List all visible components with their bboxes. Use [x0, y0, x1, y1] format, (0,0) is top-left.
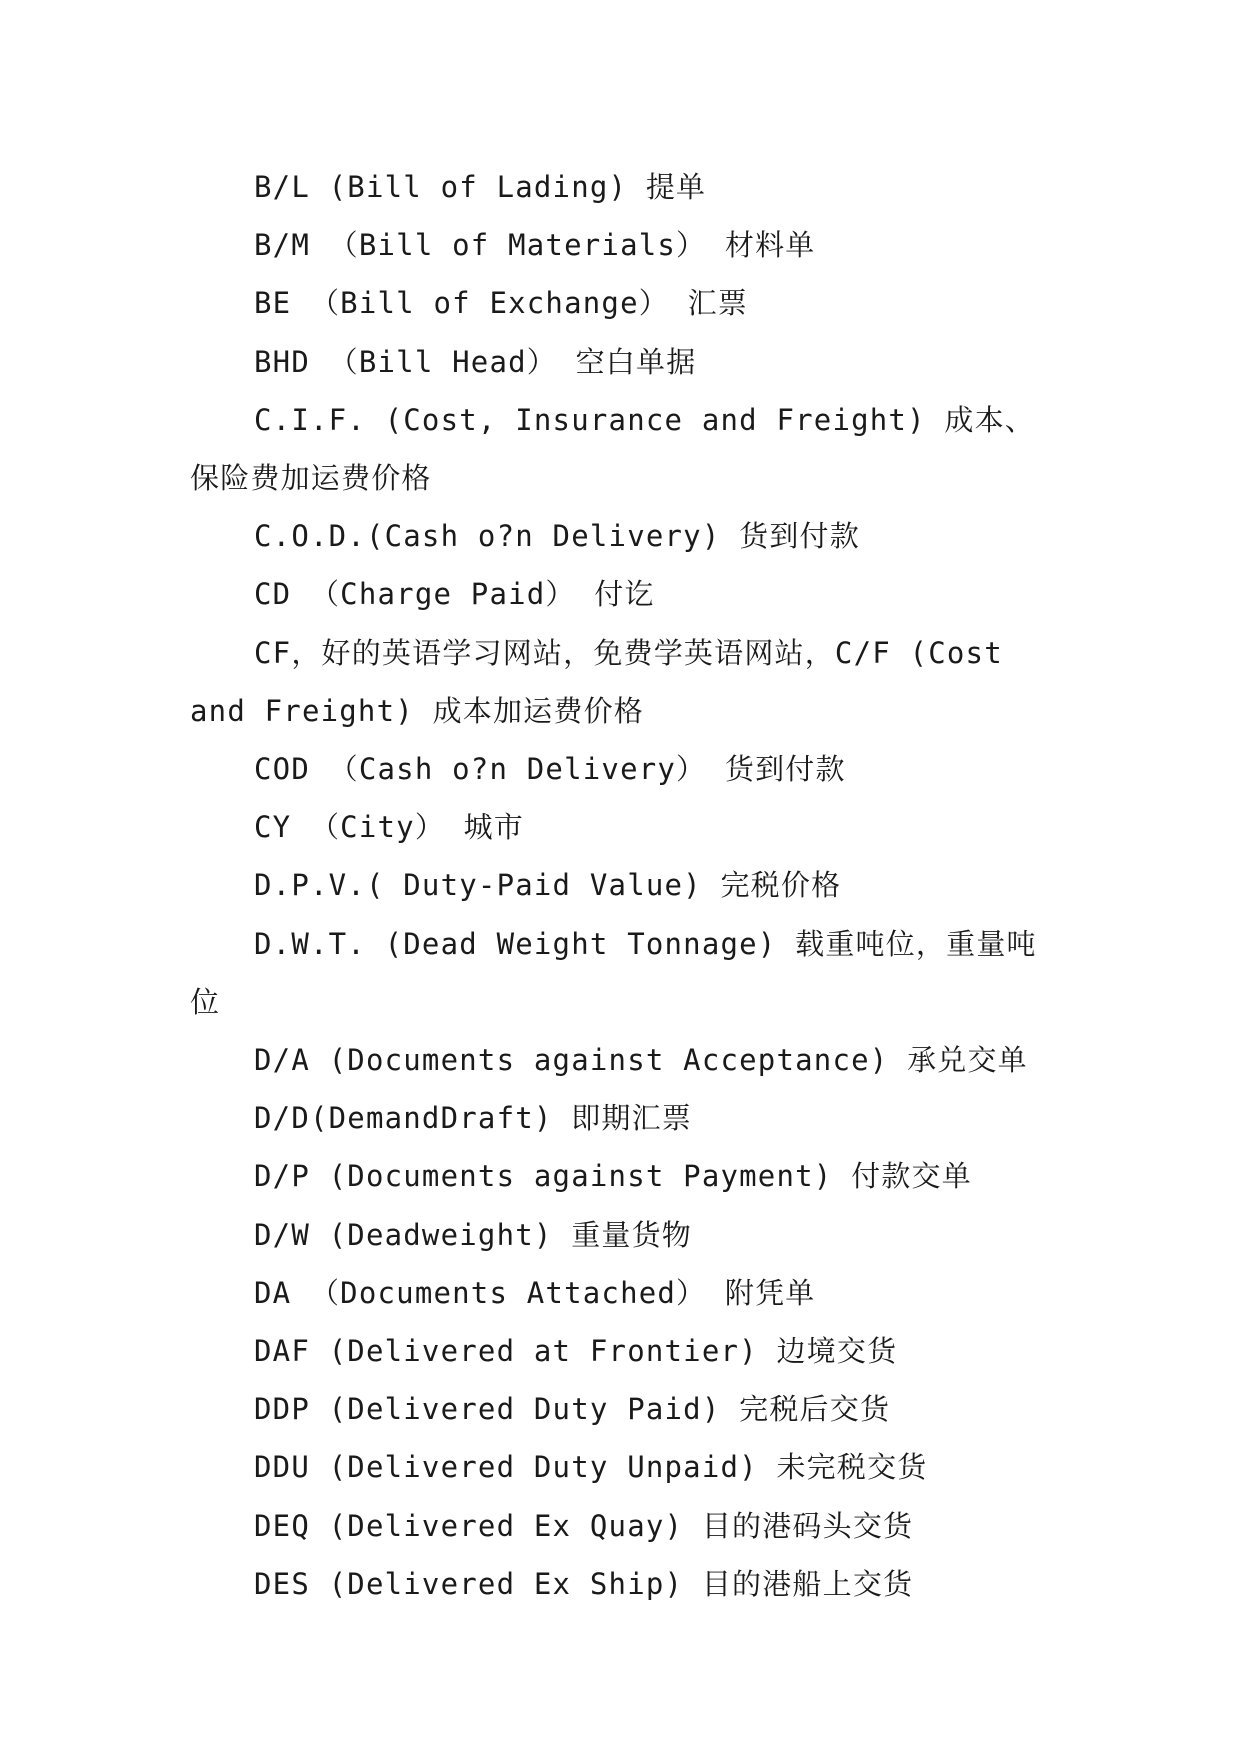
- glossary-entry-bl: B/L (Bill of Lading) 提单: [254, 170, 707, 204]
- glossary-entry-bhd: BHD （Bill Head） 空白单据: [254, 344, 697, 379]
- glossary-entry-dwt: D.W.T. (Dead Weight Tonnage) 载重吨位，重量吨位: [190, 926, 1037, 1019]
- glossary-entry-ddu: DDU (Delivered Duty Unpaid) 未完税交货: [254, 1450, 928, 1485]
- glossary-entry-cy: CY （City） 城市: [254, 810, 525, 845]
- glossary-entry-daf: DAF (Delivered at Frontier) 边境交货: [254, 1334, 898, 1369]
- glossary-entry-des: DES (Delivered Ex Ship) 目的港船上交货: [254, 1566, 914, 1601]
- glossary-entry-da-attached: DA （Documents Attached） 附凭单: [254, 1275, 816, 1310]
- glossary-entry-cod-dotted: C.O.D.(Cash o?n Delivery) 货到付款: [254, 519, 860, 554]
- glossary-entry-da-acceptance: D/A (Documents against Acceptance) 承兑交单: [254, 1043, 1028, 1078]
- glossary-entry-ddp: DDP (Delivered Duty Paid) 完税后交货: [254, 1392, 891, 1427]
- glossary-entry-cd: CD （Charge Paid） 付讫: [254, 577, 655, 612]
- glossary-entry-be: BE （Bill of Exchange） 汇票: [254, 286, 748, 321]
- glossary-entry-cif: C.I.F. (Cost, Insurance and Freight) 成本、保险费加运费价格: [190, 402, 1036, 496]
- glossary-entry-dp: D/P (Documents against Payment) 付款交单: [254, 1159, 972, 1194]
- glossary-entry-dw: D/W (Deadweight) 重量货物: [254, 1217, 693, 1252]
- glossary-body: [190, 158, 1052, 1613]
- glossary-entry-cf: CF，好的英语学习网站，免费学英语网站，C/F (Cost and Freight) 成本加运费价格: [190, 635, 1003, 728]
- glossary-entry-dd: D/D(DemandDraft) 即期汇票: [254, 1101, 693, 1136]
- glossary-entry-dpv: D.P.V.( Duty-Paid Value) 完税价格: [254, 868, 842, 903]
- glossary-entry-deq: DEQ (Delivered Ex Quay) 目的港码头交货: [254, 1508, 914, 1543]
- glossary-entry-cod: COD （Cash o?n Delivery） 货到付款: [254, 752, 846, 787]
- glossary-entry-bm: B/M （Bill of Materials） 材料单: [254, 228, 816, 263]
